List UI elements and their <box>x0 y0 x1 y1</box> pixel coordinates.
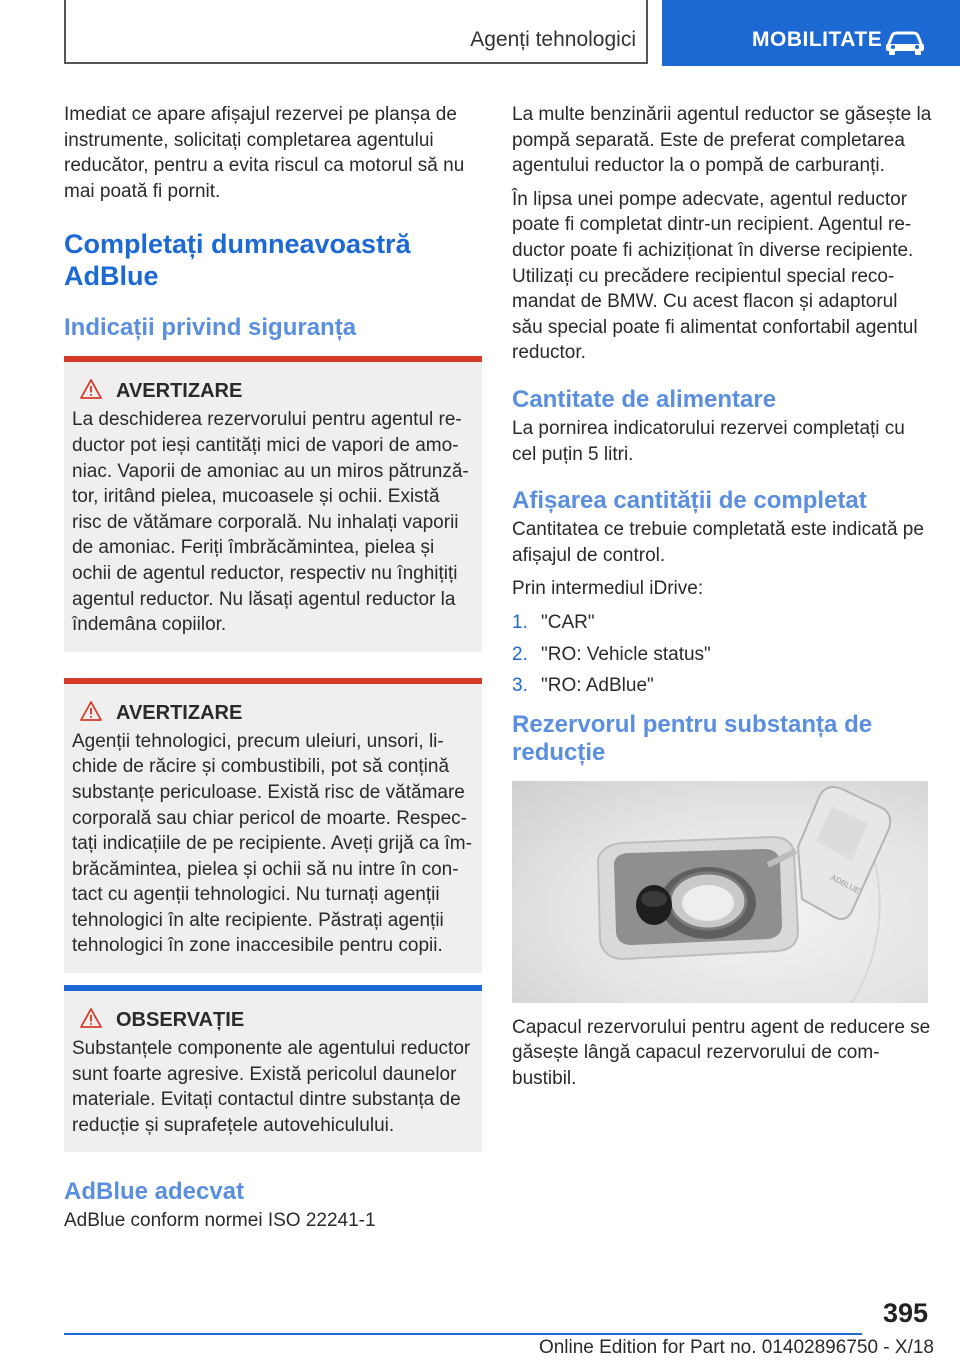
subheading-tank: Rezervorul pentru substanța de reducție <box>512 710 873 766</box>
warning-title: AVERTIZARE <box>116 701 243 724</box>
idrive-text: Prin intermediul iDrive: <box>512 578 704 600</box>
page-number: 395 <box>882 1298 928 1328</box>
subheading-adequate-adblue: AdBlue adecvat <box>64 1178 245 1206</box>
subheading-quantity: Cantitate de alimentare <box>512 385 777 413</box>
subheading-safety: Indicații privind siguranța <box>64 314 357 342</box>
idrive-steps-list <box>512 610 932 699</box>
svg-text:ADBLUE: ADBLUE <box>829 872 862 896</box>
notice-title: OBSERVAȚIE <box>116 1009 245 1032</box>
photo-caption: Capacul rezervorului pentru agent de reducere se găsește lângă capacul rezervorului de combustibil. <box>512 1016 931 1089</box>
warning-text: La deschiderea rezervorului pentru agentul reductor pot ieși cantități mici de vapori de amoniac. Vaporii de amoniac au un miros pătrunzător, iritând pielea, mucoasele și ochii. Există risc de vătămare corporală. Nu inhalați vaporii de amoniac. Feriți îmbrăcămintea, pielea și ochii de agentul reductor, respectiv nu înghițiți agentul reductor. Nu lăsați agentul reductor la îndemâna copiilor. <box>72 409 469 636</box>
notice-box <box>64 985 482 1152</box>
quantity-text: La pornirea indicatorului rezervei completați cu cel puțin 5 litri. <box>512 417 905 465</box>
adequate-adblue-text: AdBlue conform normei ISO 22241-1 <box>64 1210 376 1232</box>
warning-text: Agenții tehnologici, precum uleiuri, unsori, lichide de răcire și combustibili, pot să conțină substanțe periculoase. Există risc de vătămare corporală sau chiar pericol de moarte. Respectați indicațiile de pe recipiente. Aveți grijă ca îmbrăcămintea, pielea și ochii să nu intre în contact cu agenții tehnologici. Nu turnați agenții tehnologici în alte recipiente. Păstrați agenții tehnologici în zone inaccesibile pentru copii. <box>72 730 472 957</box>
warning-triangle-icon <box>80 701 102 721</box>
warning-box <box>64 678 482 973</box>
list-item: 3. "RO: AdBlue" <box>512 675 654 697</box>
header-section-title: Agenți tehnologici <box>470 28 636 51</box>
header-category-label: MOBILITATE <box>752 28 883 51</box>
car-icon <box>884 30 926 56</box>
warning-triangle-icon <box>80 379 102 399</box>
left-column <box>64 102 482 1234</box>
list-item: 2. "RO: Vehicle status" <box>512 643 711 665</box>
paragraph-pumps: La multe benzinării agentul reductor se găsește la pompă separată. Este de preferat completarea agentului reductor la o pompă de carburanți. <box>512 104 932 177</box>
list-item: 1. "CAR" <box>512 611 595 633</box>
intro-paragraph: Imediat ce apare afișajul rezervei pe planșa de instrumente, solicitați completarea agentului reducător, pentru a evita riscul ca motorul să nu mai poată fi pornit. <box>64 104 465 202</box>
warning-box <box>64 356 482 651</box>
warning-title: AVERTIZARE <box>116 380 243 403</box>
footer-edition: Online Edition for Part no. 01402896750 - X/18 <box>538 1337 934 1358</box>
tank-cap-photo <box>512 781 928 1003</box>
paragraph-container: În lipsa unei pompe adecvate, agentul reductor poate fi completat dintr-un recipient. Agentul reductor poate fi achiziționat în diverse recipiente. Utilizați cu precădere recipientul special recomandat de BMW. Cu acest flacon și adaptorul său special poate fi alimentat confortabil agentul reductor. <box>512 188 918 364</box>
display-text: Cantitatea ce trebuie completată este indicată pe afișajul de control. <box>512 519 924 566</box>
header-category-tab[interactable] <box>662 0 960 66</box>
notice-text: Substanțele componente ale agentului reductor sunt foarte agresive. Există pericolul daunelor materiale. Evitați contactul dintre substanța de reducție și suprafețele autovehiculului. <box>72 1038 471 1136</box>
notice-triangle-icon <box>80 1008 102 1028</box>
section-heading-completion: Completați dumneavoastră AdBlue <box>64 229 411 292</box>
subheading-display: Afișarea cantității de completat <box>512 487 867 515</box>
footer-divider <box>64 1333 862 1335</box>
right-column <box>512 102 932 1091</box>
